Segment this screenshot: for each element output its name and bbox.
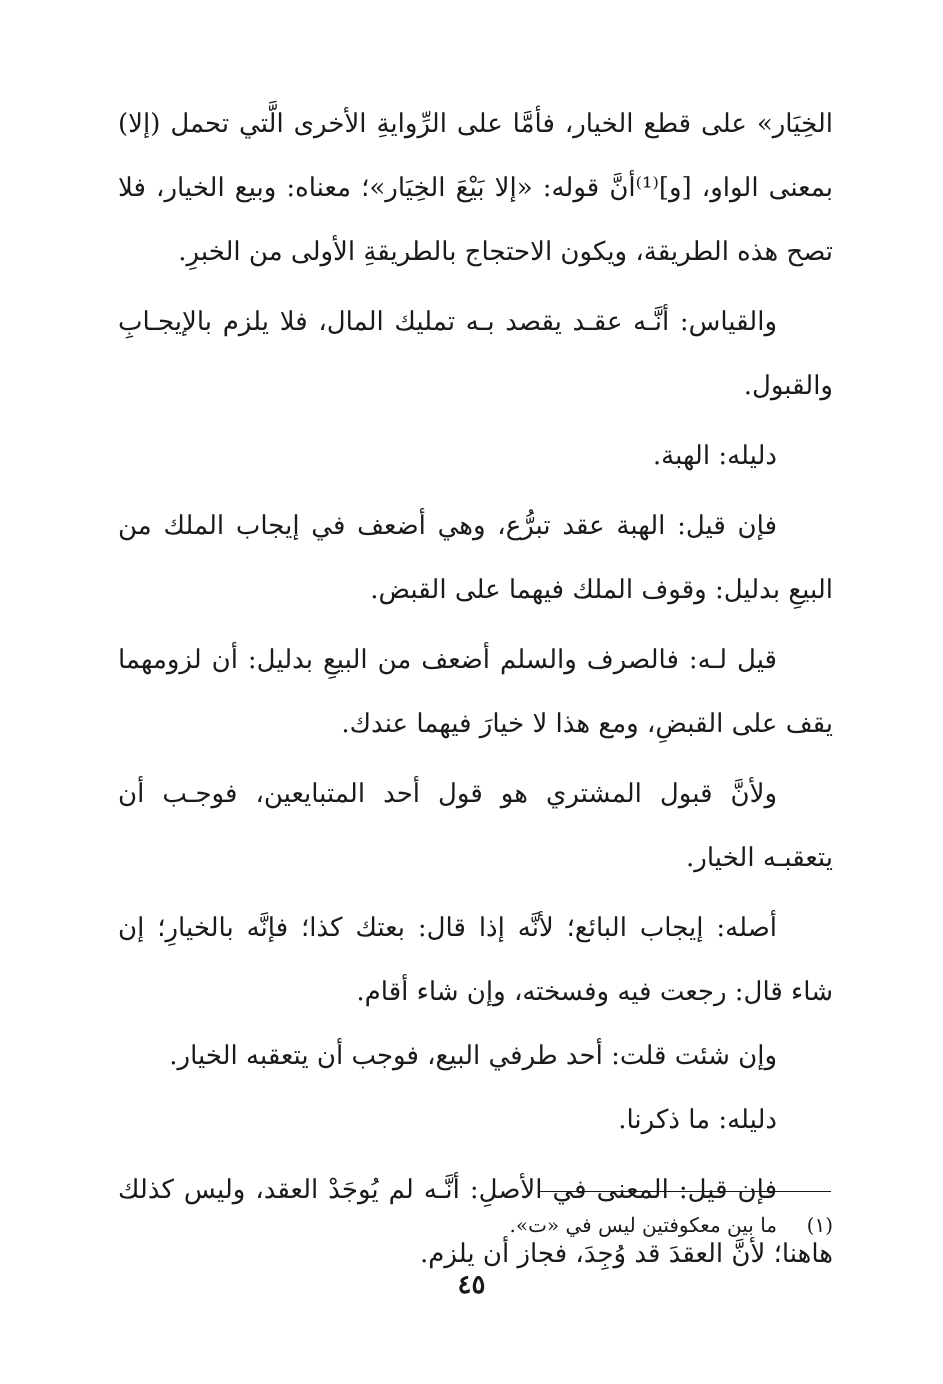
footnote-divider [538, 1191, 831, 1192]
footnote-number: (١) [806, 1213, 833, 1237]
paragraph-6: ولأنَّ قبول المشتري هو قول أحد المتبايعين، فوجـب أن يتعقبـه الخيار. [118, 779, 833, 873]
paragraph-5: قيل لـه: فالصرف والسلم أضعف من البيعِ بدليل: أن لزومهما يقف على القبضِ، ومع هذا لا خيارَ فيهما عندك. [118, 645, 833, 739]
footnote [273, 1210, 833, 1240]
paragraph-3: دليله: الهبة. [652, 441, 777, 471]
main-text [118, 92, 833, 1286]
page-number: ٤٥ [457, 1270, 486, 1300]
paragraph-9: دليله: ما ذكرنا. [618, 1105, 777, 1135]
paragraph-1: الخِيَار» على قطع الخيار، فأمَّا على الرِّوايةِ الأخرى الَّتي تحمل (إلا) بمعنى الواو، [و]⁽¹⁾أنَّ قوله: «إلا بَيْعَ الخِيَار»؛ معناه: وبيع الخيار، فلا تصح هذه الطريقة، ويكون الاحتجاج بالطريقةِ الأولى من الخبرِ. [118, 109, 833, 267]
footnote-text: ما بين معكوفتين ليس في «ت». [509, 1213, 777, 1237]
paragraph-7: أصله: إيجاب البائع؛ لأنَّه إذا قال: بعتك كذا؛ فإنَّه بالخيارِ؛ إن شاء قال: رجعت فيه وفسخته، وإن شاء أقام. [118, 913, 833, 1007]
paragraph-2: والقياس: أنَّـه عقـد يقصد بـه تمليك المال، فلا يلزم بالإيجـابِ والقبول. [118, 307, 833, 401]
paragraph-8: وإن شئت قلت: أحد طرفي البيع، فوجب أن يتعقبه الخيار. [169, 1041, 777, 1071]
paragraph-10: فإن قيل: المعنى في الأصلِ: أنَّـه لم يُوجَدْ العقد، وليس كذلك هاهنا؛ لأنَّ العقدَ قد وُجِدَ، فجاز أن يلزم. [118, 1175, 833, 1269]
paragraph-4: فإن قيل: الهبة عقد تبرُّع، وهي أضعف في إيجاب الملك من البيعِ بدليل: وقوف الملك فيهما على القبض. [118, 511, 833, 605]
